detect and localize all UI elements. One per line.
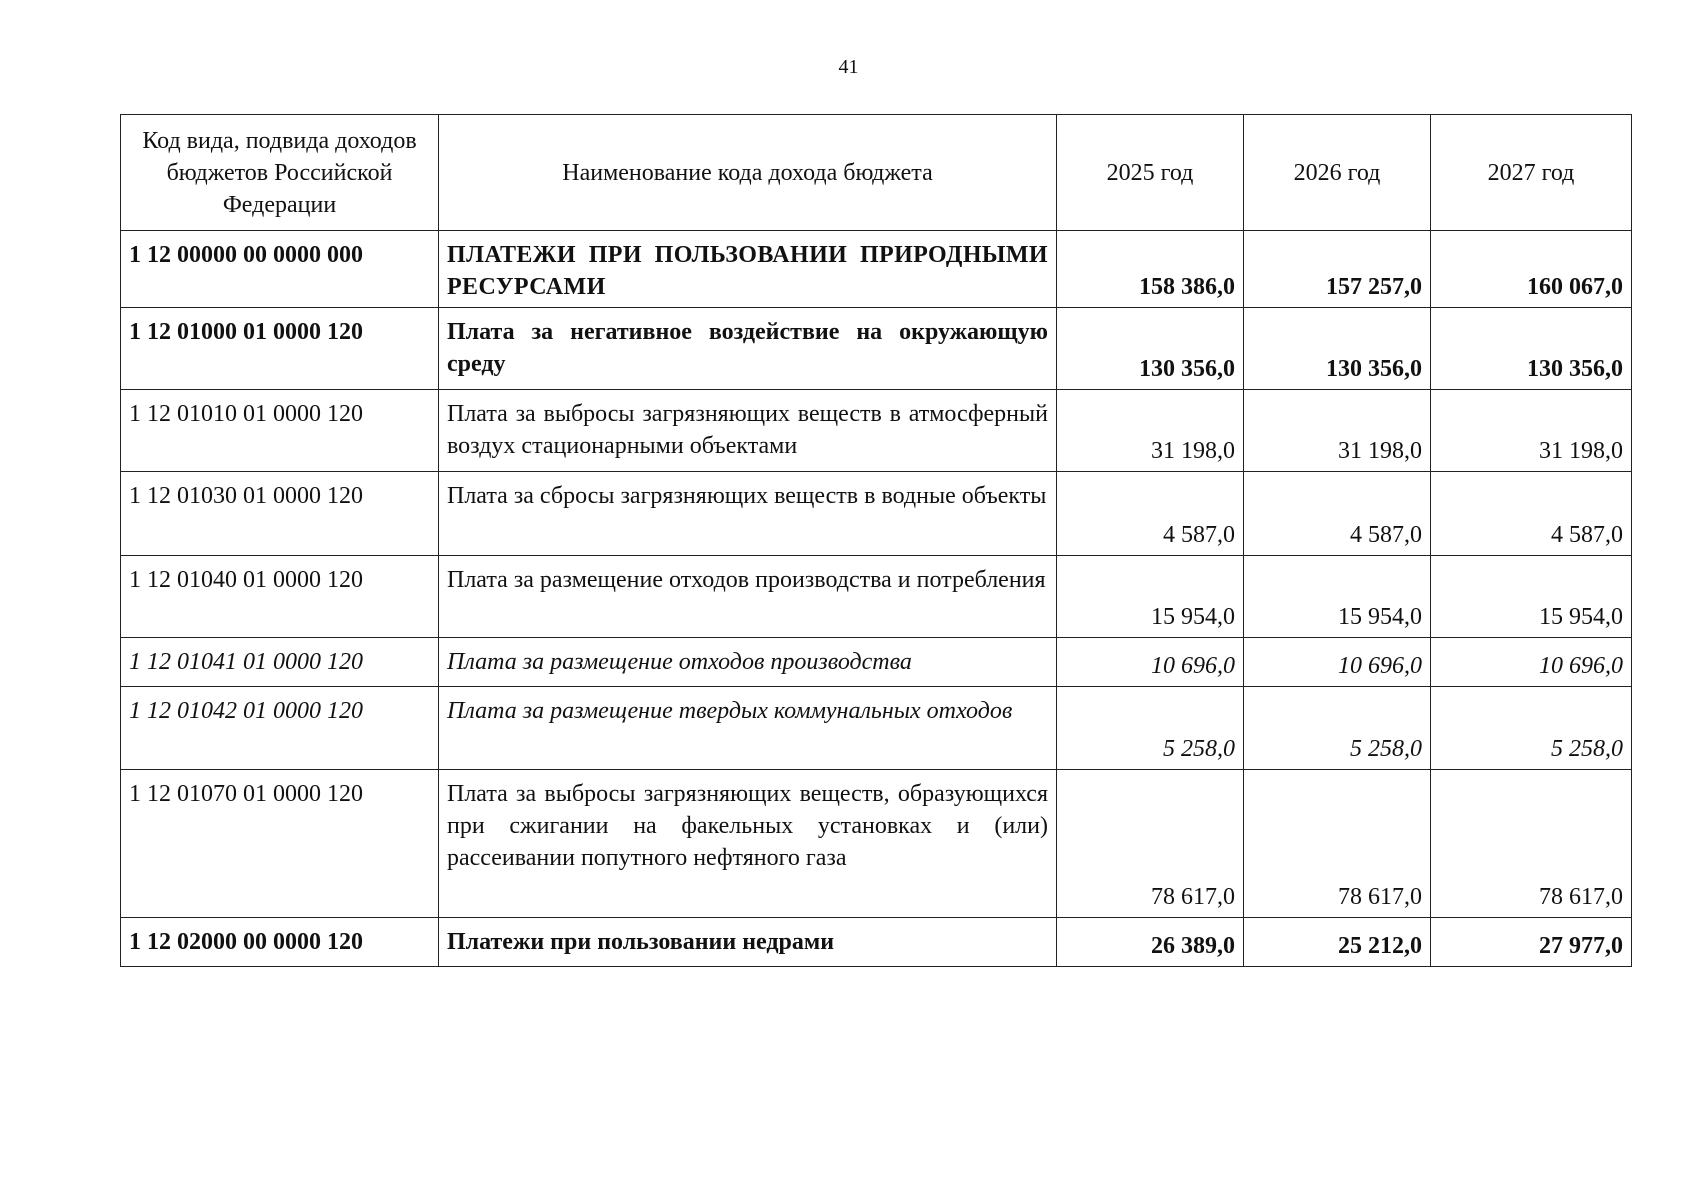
row-code: 1 12 01030 01 0000 120 [121, 472, 439, 556]
row-name: Плата за выбросы загрязняющих веществ, образующихся при сжигании на факельных установках и (или) рассеивании попутного нефтяного газа [439, 770, 1057, 918]
row-value-2025: 10 696,0 [1057, 638, 1244, 687]
row-name: Плата за размещение отходов производства и потребления [439, 556, 1057, 638]
header-year-2027: 2027 год [1431, 115, 1632, 231]
row-value-2027: 160 067,0 [1431, 231, 1632, 308]
table-row [121, 918, 1632, 967]
header-code: Код вида, подвида доходов бюджетов Российской Федерации [121, 115, 439, 231]
row-code: 1 12 01041 01 0000 120 [121, 638, 439, 687]
header-row [121, 115, 1632, 231]
row-name: ПЛАТЕЖИ ПРИ ПОЛЬЗОВАНИИ ПРИРОДНЫМИ РЕСУРСАМИ [439, 231, 1057, 308]
row-name: Плата за размещение отходов производства [439, 638, 1057, 687]
row-value-2026: 78 617,0 [1244, 770, 1431, 918]
table-row [121, 231, 1632, 308]
row-value-2026: 25 212,0 [1244, 918, 1431, 967]
row-value-2025: 130 356,0 [1057, 308, 1244, 390]
row-name: Плата за негативное воздействие на окружающую среду [439, 308, 1057, 390]
row-code: 1 12 01010 01 0000 120 [121, 390, 439, 472]
table-row [121, 308, 1632, 390]
row-value-2027: 130 356,0 [1431, 308, 1632, 390]
table-header [121, 115, 1632, 231]
row-value-2026: 10 696,0 [1244, 638, 1431, 687]
row-value-2026: 5 258,0 [1244, 687, 1431, 770]
row-value-2025: 4 587,0 [1057, 472, 1244, 556]
row-value-2026: 4 587,0 [1244, 472, 1431, 556]
table-row [121, 390, 1632, 472]
row-name: Плата за сбросы загрязняющих веществ в водные объекты [439, 472, 1057, 556]
row-value-2025: 31 198,0 [1057, 390, 1244, 472]
row-value-2027: 78 617,0 [1431, 770, 1632, 918]
row-code: 1 12 01000 01 0000 120 [121, 308, 439, 390]
row-value-2027: 31 198,0 [1431, 390, 1632, 472]
header-name: Наименование кода дохода бюджета [439, 115, 1057, 231]
row-value-2026: 157 257,0 [1244, 231, 1431, 308]
row-value-2027: 10 696,0 [1431, 638, 1632, 687]
table-row [121, 770, 1632, 918]
table-row [121, 556, 1632, 638]
row-value-2027: 4 587,0 [1431, 472, 1632, 556]
table-row [121, 472, 1632, 556]
row-value-2026: 15 954,0 [1244, 556, 1431, 638]
header-year-2026: 2026 год [1244, 115, 1431, 231]
row-value-2025: 158 386,0 [1057, 231, 1244, 308]
table-row [121, 638, 1632, 687]
budget-revenue-table [120, 114, 1632, 967]
row-code: 1 12 00000 00 0000 000 [121, 231, 439, 308]
table-body [121, 231, 1632, 967]
row-name: Плата за размещение твердых коммунальных отходов [439, 687, 1057, 770]
header-year-2025: 2025 год [1057, 115, 1244, 231]
row-value-2027: 15 954,0 [1431, 556, 1632, 638]
row-code: 1 12 01040 01 0000 120 [121, 556, 439, 638]
row-code: 1 12 02000 00 0000 120 [121, 918, 439, 967]
row-name: Платежи при пользовании недрами [439, 918, 1057, 967]
row-value-2025: 5 258,0 [1057, 687, 1244, 770]
row-name: Плата за выбросы загрязняющих веществ в атмосферный воздух стационарными объектами [439, 390, 1057, 472]
row-value-2025: 26 389,0 [1057, 918, 1244, 967]
row-value-2026: 130 356,0 [1244, 308, 1431, 390]
row-value-2025: 78 617,0 [1057, 770, 1244, 918]
row-value-2027: 27 977,0 [1431, 918, 1632, 967]
row-value-2027: 5 258,0 [1431, 687, 1632, 770]
table-row [121, 687, 1632, 770]
page-number: 41 [838, 56, 859, 78]
row-value-2025: 15 954,0 [1057, 556, 1244, 638]
row-code: 1 12 01070 01 0000 120 [121, 770, 439, 918]
row-value-2026: 31 198,0 [1244, 390, 1431, 472]
row-code: 1 12 01042 01 0000 120 [121, 687, 439, 770]
